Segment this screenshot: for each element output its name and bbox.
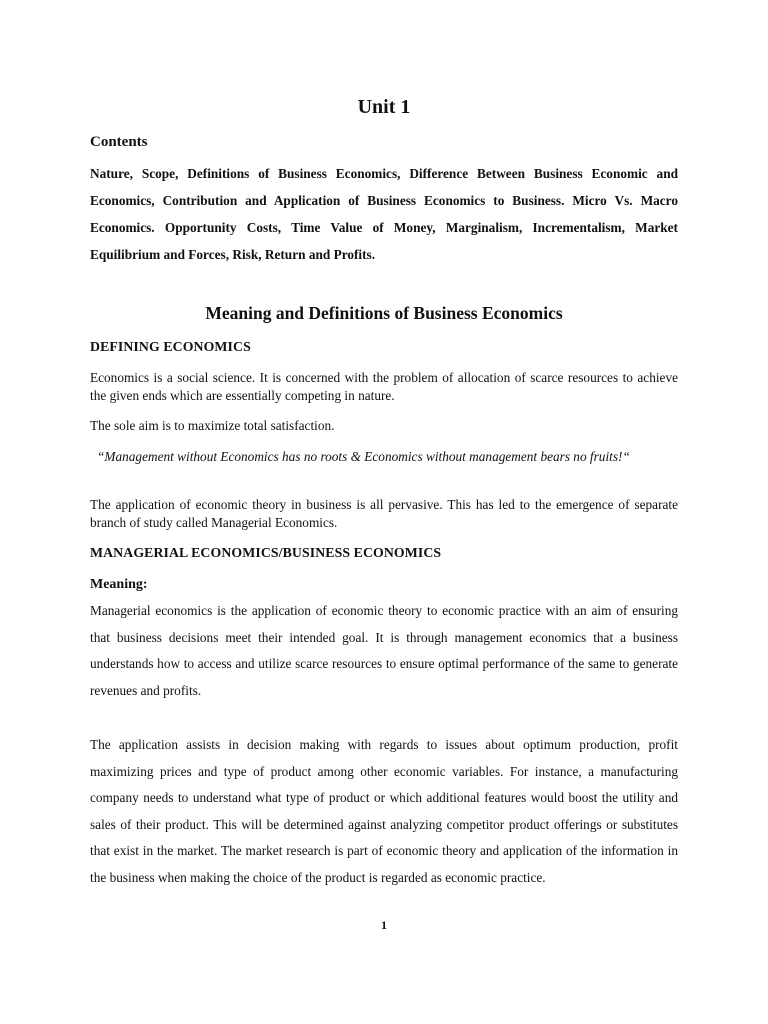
section-title: Meaning and Definitions of Business Economics	[205, 303, 563, 323]
unit-title: Unit 1	[357, 96, 411, 118]
application-paragraph: The application of economic theory in business is all pervasive. This has led to the emergence of separate branch of study called Managerial Economics.	[90, 497, 678, 530]
sole-aim-paragraph: The sole aim is to maximize total satisfaction.	[90, 418, 335, 433]
application-decision-paragraph: The application assists in decision making with regards to issues about optimum production, profit maximizing prices and type of product among other economic variables. For instance, a manufacturing company needs to understand what type of product or which additional features would boost the utility and sales of their product. This will be determined against analyzing competitor product offerings or substitutes that exist in the market. The market research is part of economic theory and application of the information in the business when making the choice of the product is regarded as economic practice.	[90, 737, 678, 885]
defining-economics-heading: DEFINING ECONOMICS	[90, 339, 251, 354]
page-number: 1	[381, 918, 387, 932]
contents-list: Nature, Scope, Definitions of Business Economics, Difference Between Business Economic and Economics, Contribution and Application of Business Economics to Business. Micro Vs. Macro Economics. Opportunity Costs, Time Value of Money, Marginalism, Incrementalism, Market Equilibrium and Forces, Risk, Return and Profits.	[90, 166, 678, 262]
managerial-economics-heading: MANAGERIAL ECONOMICS/BUSINESS ECONOMICS	[90, 545, 442, 560]
document-page	[90, 0, 678, 1024]
economics-definition-paragraph: Economics is a social science. It is concerned with the problem of allocation of scarce resources to achieve the given ends which are essentially competing in nature.	[90, 370, 678, 403]
contents-heading: Contents	[90, 134, 148, 150]
management-quote: “Management without Economics has no roots & Economics without management bears no fruits!“	[97, 449, 630, 464]
meaning-label: Meaning:	[90, 577, 148, 592]
managerial-economics-meaning-paragraph: Managerial economics is the application of economic theory to economic practice with an aim of ensuring that business decisions meet their intended goal. It is through management economics that a business understands how to access and utilize scarce resources to ensure optimal performance of the same to generate revenues and profits.	[90, 603, 678, 698]
